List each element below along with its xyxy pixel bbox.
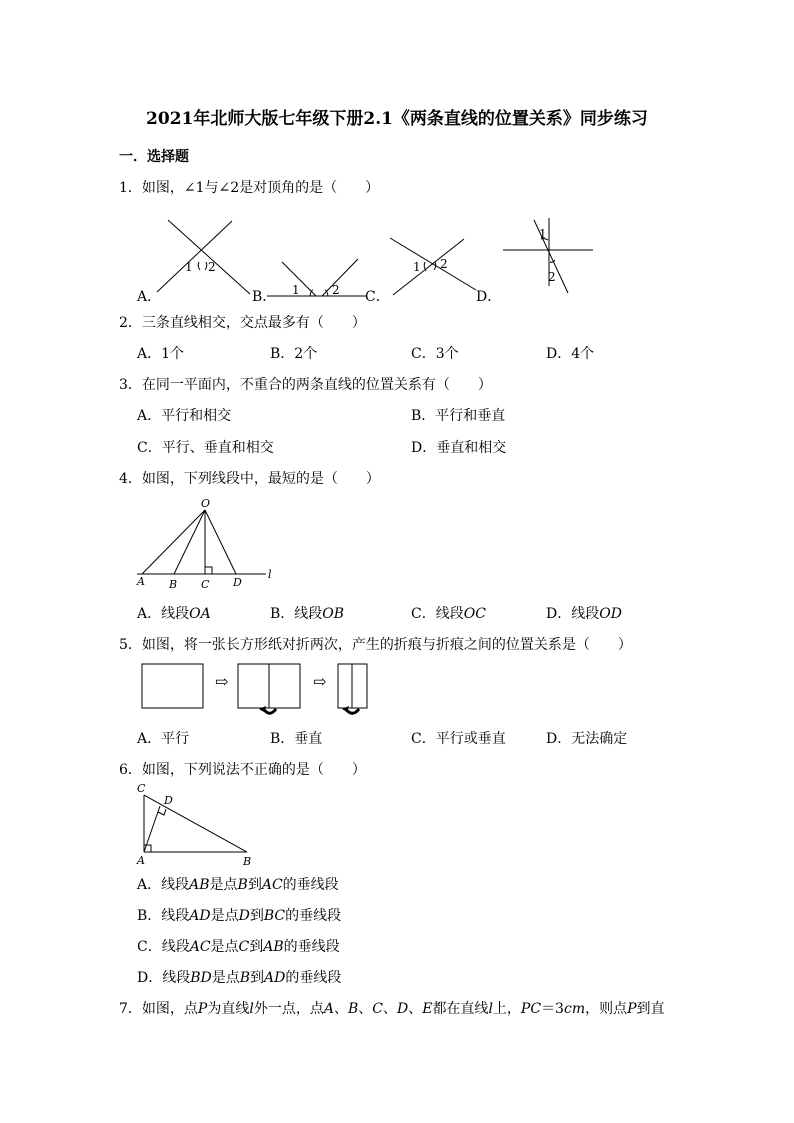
q6-d-v2: B xyxy=(239,970,251,986)
q6-a-v2: B xyxy=(237,877,248,893)
q7-p14: 都在直线 xyxy=(432,1001,489,1017)
q2-option-a: A．1个 xyxy=(137,346,185,362)
q6-b-t4: 的垂线段 xyxy=(285,908,342,924)
q5-option-c: C．平行或垂直 xyxy=(411,731,506,747)
q4-option-a-prefix: A．线段 xyxy=(137,606,190,622)
q7-p9: C xyxy=(372,1001,383,1017)
q4-point-b-label: B xyxy=(169,578,178,591)
fig-b-angle-1-label: 1 xyxy=(292,283,300,297)
fig-d-angle-2-label: 2 xyxy=(548,270,556,284)
q7-p22: 到直 xyxy=(636,1001,665,1017)
q6-option-b xyxy=(137,905,341,925)
q6-d-v3: AD xyxy=(264,970,286,986)
q6-d-t1: D．线段 xyxy=(137,970,191,986)
q6-b-t3: 到 xyxy=(249,908,264,924)
q6-option-d xyxy=(137,967,341,987)
q7-p1: P xyxy=(197,1001,208,1017)
q5-option-b: B．垂直 xyxy=(270,731,323,747)
q6-c-t2: 是点 xyxy=(210,939,239,955)
q7-p8: 、 xyxy=(358,1001,373,1017)
q1-option-b-label: B． xyxy=(252,289,277,305)
q6-d-v1: BD xyxy=(190,970,212,986)
q6-point-d-label: D xyxy=(164,794,173,807)
q7-p21: P xyxy=(627,1001,637,1017)
q6-c-v2: C xyxy=(238,939,250,955)
q6-d-t4: 的垂线段 xyxy=(285,970,342,986)
q6-a-t2: 是点 xyxy=(209,877,238,893)
q3-option-d: D．垂直和相交 xyxy=(411,440,507,456)
q6-c-v1: AC xyxy=(189,939,211,955)
q4-point-c-label: C xyxy=(201,578,210,591)
q6-a-t1: A．线段 xyxy=(137,877,190,893)
q4-option-a-var: OA xyxy=(189,606,211,622)
q3-option-b: B．平行和垂直 xyxy=(411,408,506,424)
q6-option-a xyxy=(137,874,339,894)
q6-b-v3: BC xyxy=(263,908,286,924)
q7-p17: PC xyxy=(520,1001,542,1017)
fig-d-angle-1-label: 1 xyxy=(539,227,547,241)
question-2-text: 2．三条直线相交，交点最多有（ ） xyxy=(119,315,366,331)
q4-point-d-label: D xyxy=(233,576,242,589)
q6-a-v1: AB xyxy=(189,877,210,893)
q6-b-v2: D xyxy=(238,908,250,924)
fig-c-angle-2-label: 2 xyxy=(440,257,448,271)
q4-point-o-label: O xyxy=(201,497,211,510)
fig-a-angle-1-label: 1 xyxy=(185,260,193,274)
q2-option-b: B．2个 xyxy=(270,346,318,362)
fig-c-angle-1-label: 1 xyxy=(413,260,421,274)
q5-option-a: A．平行 xyxy=(137,731,190,747)
q4-option-b-prefix: B．线段 xyxy=(270,606,323,622)
q7-p18: ＝3 xyxy=(541,1001,564,1017)
page-title: 2021年北师大版七年级下册2.1《两条直线的位置关系》同步练习 xyxy=(146,109,648,129)
q6-b-t2: 是点 xyxy=(210,908,239,924)
q7-p19: cm xyxy=(563,1001,586,1017)
q6-point-b-label: B xyxy=(243,855,252,868)
q6-d-t3: 到 xyxy=(250,970,265,986)
q3-option-a: A．平行和相交 xyxy=(137,408,232,424)
question-6-text: 6．如图，下列说法不正确的是（ ） xyxy=(119,762,366,778)
q6-a-t3: 到 xyxy=(247,877,262,893)
q6-a-v3: AC xyxy=(261,877,283,893)
section-heading: 一．选择题 xyxy=(119,149,189,165)
q7-p7: B xyxy=(347,1001,359,1017)
question-4-text: 4．如图，下列线段中，最短的是（ ） xyxy=(119,471,380,487)
q7-p16: 上， xyxy=(492,1001,521,1017)
q7-p10: 、 xyxy=(382,1001,397,1017)
fig-a-angle-2-label: 2 xyxy=(208,260,216,274)
q7-p20: ，则点 xyxy=(585,1001,628,1017)
q4-point-a-label: A xyxy=(137,575,145,588)
q6-c-t4: 的垂线段 xyxy=(283,939,340,955)
q6-option-c xyxy=(137,936,340,956)
q6-a-t4: 的垂线段 xyxy=(282,877,339,893)
q7-p4: 外一点，点 xyxy=(253,1001,324,1017)
q1-option-a-label: A． xyxy=(137,289,162,305)
q7-p2: 为直线 xyxy=(207,1001,250,1017)
q1-option-d-label: D． xyxy=(476,289,502,305)
q6-d-t2: 是点 xyxy=(211,970,240,986)
q4-option-d-var: OD xyxy=(599,606,622,622)
q6-c-t1: C．线段 xyxy=(137,939,190,955)
q6-right-angle-d xyxy=(158,809,166,815)
q6-point-a-label: A xyxy=(137,854,145,867)
q4-option-b-var: OB xyxy=(322,606,345,622)
q7-p6: 、 xyxy=(333,1001,348,1017)
q6-b-v1: AD xyxy=(189,908,211,924)
q5-arrow-icon-2: ⇨ xyxy=(313,672,327,691)
q4-option-c-prefix: C．线段 xyxy=(411,606,464,622)
q4-option-c-var: OC xyxy=(463,606,486,622)
q5-arrow-icon-1: ⇨ xyxy=(215,672,229,691)
q3-option-c: C．平行、垂直和相交 xyxy=(137,440,274,456)
question-1-text: 1．如图，∠1与∠2是对顶角的是（ ） xyxy=(119,180,380,196)
q6-c-t3: 到 xyxy=(249,939,264,955)
q2-option-d: D．4个 xyxy=(546,346,595,362)
q2-option-c: C．3个 xyxy=(411,346,459,362)
q7-p13: E xyxy=(422,1001,433,1017)
q6-point-c-label: C xyxy=(137,782,146,795)
q4-option-d-prefix: D．线段 xyxy=(546,606,600,622)
q7-p12: 、 xyxy=(408,1001,423,1017)
q6-b-t1: B．线段 xyxy=(137,908,190,924)
q7-p0: 7．如图，点 xyxy=(119,1001,198,1017)
q4-line-l-label: l xyxy=(268,568,272,581)
q7-p5: A xyxy=(323,1001,334,1017)
q7-p3: l xyxy=(249,1001,254,1017)
q6-segment-cb xyxy=(144,795,247,852)
q5-option-d: D．无法确定 xyxy=(546,731,628,747)
fig-b-angle-2-label: 2 xyxy=(332,283,340,297)
question-7-text xyxy=(119,998,665,1018)
q6-c-v3: AB xyxy=(263,939,284,955)
question-3-text: 3．在同一平面内，不重合的两条直线的位置关系有（ ） xyxy=(119,377,492,393)
q1-option-c-label: C． xyxy=(365,289,390,305)
q7-p15: l xyxy=(488,1001,493,1017)
question-5-text: 5．如图，将一张长方形纸对折两次，产生的折痕与折痕之间的位置关系是（ ） xyxy=(119,637,632,653)
q7-p11: D xyxy=(396,1001,409,1017)
